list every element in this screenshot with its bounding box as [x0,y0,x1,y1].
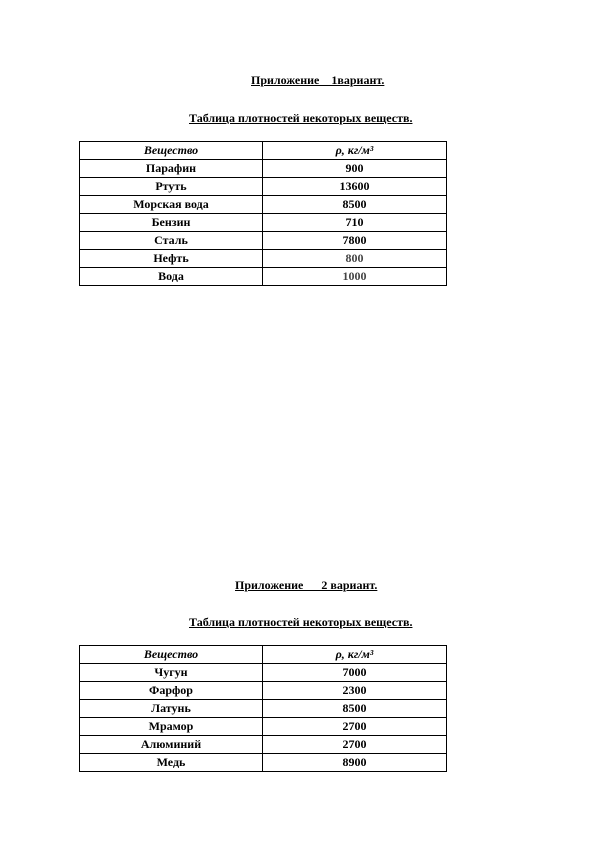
density-cell: 8900 [263,754,447,772]
density-cell: 7000 [263,664,447,682]
column-header-substance: Вещество [80,646,263,664]
variant1-heading: Приложение 1вариант. [251,73,385,87]
table-row [80,214,447,232]
substance-cell: Латунь [80,700,263,718]
substance-cell: Вода [80,268,263,286]
column-header-density: ρ, кг/м³ [263,646,447,664]
variant2-heading: Приложение 2 вариант. [235,578,378,592]
table-row [80,232,447,250]
density-cell: 2700 [263,736,447,754]
table-row [80,718,447,736]
substance-cell: Парафин [80,160,263,178]
substance-cell: Бензин [80,214,263,232]
table-row [80,178,447,196]
substance-cell: Алюминий [80,736,263,754]
density-cell: 900 [263,160,447,178]
variant1-density-table [79,141,447,286]
table-header-row [80,142,447,160]
density-cell: 2700 [263,718,447,736]
density-cell: 8500 [263,700,447,718]
table-row [80,250,447,268]
substance-cell: Мрамор [80,718,263,736]
table-row [80,160,447,178]
substance-cell: Морская вода [80,196,263,214]
density-cell: 13600 [263,178,447,196]
density-cell: 7800 [263,232,447,250]
substance-cell: Фарфор [80,682,263,700]
table-row [80,700,447,718]
variant2-table-title: Таблица плотностей некоторых веществ. [189,615,413,629]
column-header-density: ρ, кг/м³ [263,142,447,160]
table-row [80,268,447,286]
density-cell: 710 [263,214,447,232]
table-row [80,736,447,754]
variant1-table-title: Таблица плотностей некоторых веществ. [189,111,413,125]
substance-cell: Ртуть [80,178,263,196]
substance-cell: Чугун [80,664,263,682]
substance-cell: Нефть [80,250,263,268]
substance-cell: Сталь [80,232,263,250]
table-header-row [80,646,447,664]
variant2-density-table [79,645,447,772]
column-header-substance: Вещество [80,142,263,160]
table-row [80,664,447,682]
density-cell: 8500 [263,196,447,214]
substance-cell: Медь [80,754,263,772]
table-row [80,754,447,772]
density-cell: 2300 [263,682,447,700]
table-row [80,196,447,214]
density-cell: 1000 [263,268,447,286]
density-cell: 800 [263,250,447,268]
table-row [80,682,447,700]
